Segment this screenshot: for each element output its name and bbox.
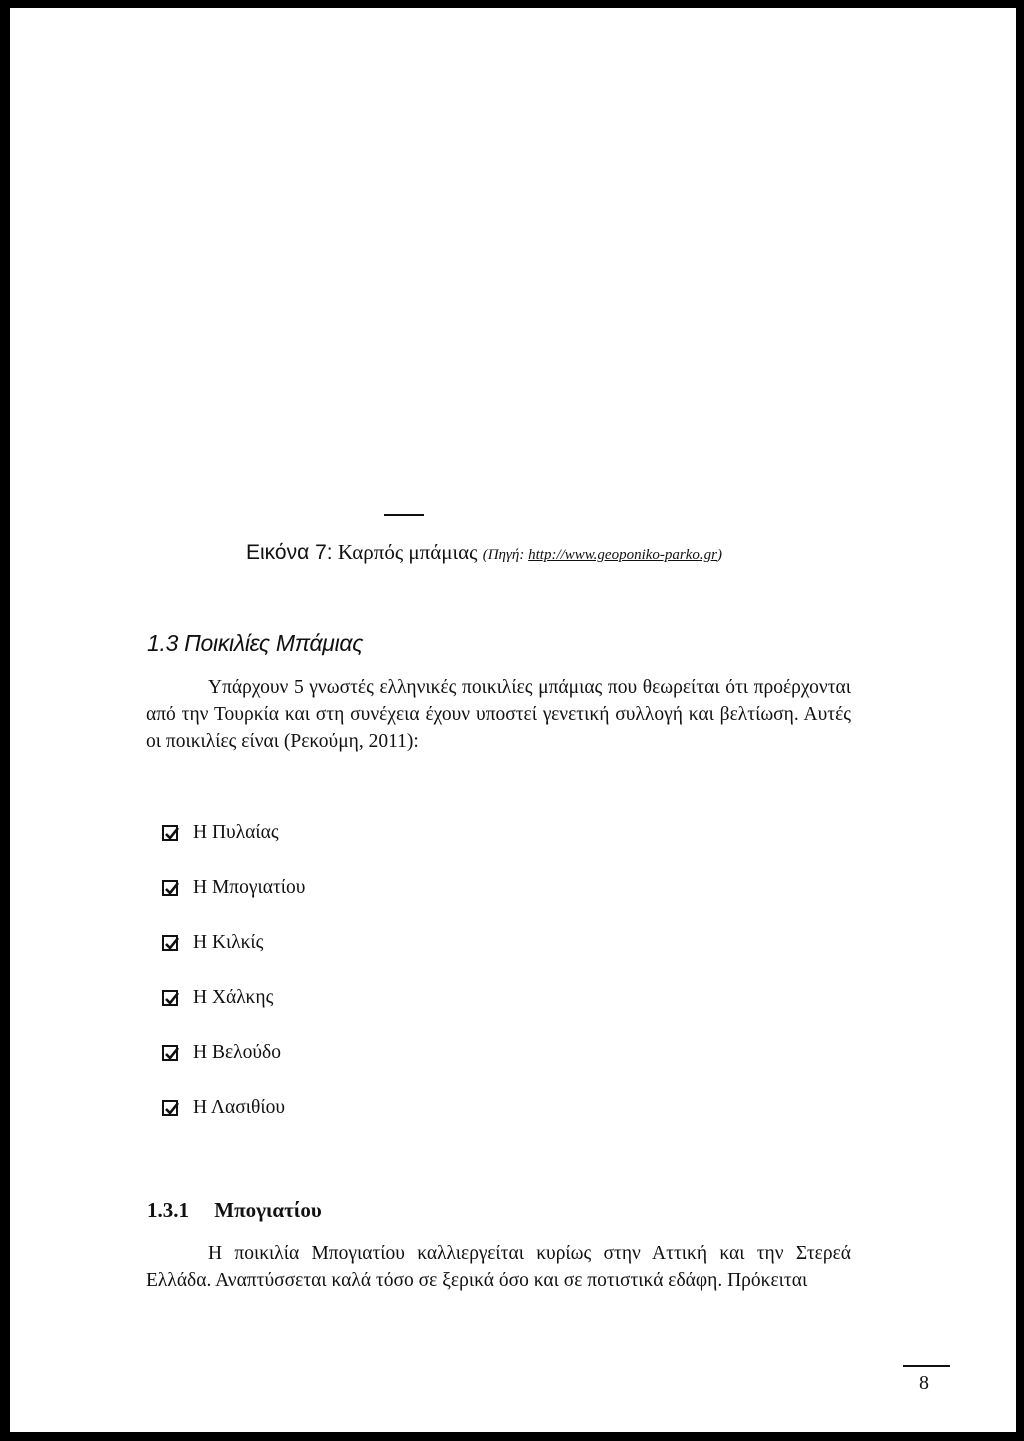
checked-box-icon <box>162 825 178 841</box>
subsection-paragraph <box>146 1240 851 1294</box>
caption-label: Εικόνα 7: <box>246 541 333 564</box>
figure-caption <box>246 540 722 565</box>
section-intro-paragraph <box>146 674 851 755</box>
checked-box-icon <box>162 935 178 951</box>
variety-name: Η Λασιθίου <box>193 1096 285 1118</box>
variety-name: Η Μπογιατίου <box>193 876 306 898</box>
subsection-heading <box>147 1198 322 1223</box>
checked-box-icon <box>162 880 178 896</box>
section-intro-text: Υπάρχουν 5 γνωστές ελληνικές ποικιλίες μπάμιας που θεωρείται ότι προέρχονται από την Τουρκία και στη συνέχεια έχουν υποστεί γενετική συλλογή και βελτίωση. Αυτές οι ποικιλίες είναι (Ρεκούμη, 2011): <box>146 677 851 752</box>
variety-name: Η Κιλκίς <box>193 931 264 953</box>
caption-text: Καρπός μπάμιας <box>337 540 478 564</box>
figure-top-rule <box>384 514 424 516</box>
document-page <box>10 8 1016 1432</box>
caption-source-link[interactable]: http://www.geoponiko-parko.gr <box>528 547 717 563</box>
variety-list-item <box>162 970 305 1025</box>
subsection-number: 1.3.1 <box>147 1198 189 1222</box>
caption-source <box>483 547 722 563</box>
section-heading: 1.3 Ποικιλίες Μπάμιας <box>147 630 364 656</box>
checked-box-icon <box>162 1045 178 1061</box>
page-number: 8 <box>919 1372 929 1394</box>
variety-name: Η Βελούδο <box>193 1041 281 1063</box>
checked-box-icon <box>162 1100 178 1116</box>
variety-name: Η Πυλαίας <box>193 821 279 843</box>
caption-source-prefix: (Πηγή: <box>482 547 525 563</box>
footer-rule <box>903 1365 950 1367</box>
variety-list-item <box>162 915 305 970</box>
variety-name: Η Χάλκης <box>193 986 274 1008</box>
varieties-checklist <box>162 805 305 1135</box>
caption-source-suffix: ) <box>717 547 722 563</box>
checked-box-icon <box>162 990 178 1006</box>
subsection-text: Η ποικιλία Μπογιατίου καλλιεργείται κυρίως στην Αττική και την Στερεά Ελλάδα. Αναπτύσσεται καλά τόσο σε ξερικά όσο και σε ποτιστικά εδάφη. Πρόκειται <box>146 1243 851 1291</box>
variety-list-item <box>162 1025 305 1080</box>
variety-list-item <box>162 805 305 860</box>
subsection-title: Μπογιατίου <box>214 1198 322 1222</box>
variety-list-item <box>162 860 305 915</box>
variety-list-item <box>162 1080 305 1135</box>
